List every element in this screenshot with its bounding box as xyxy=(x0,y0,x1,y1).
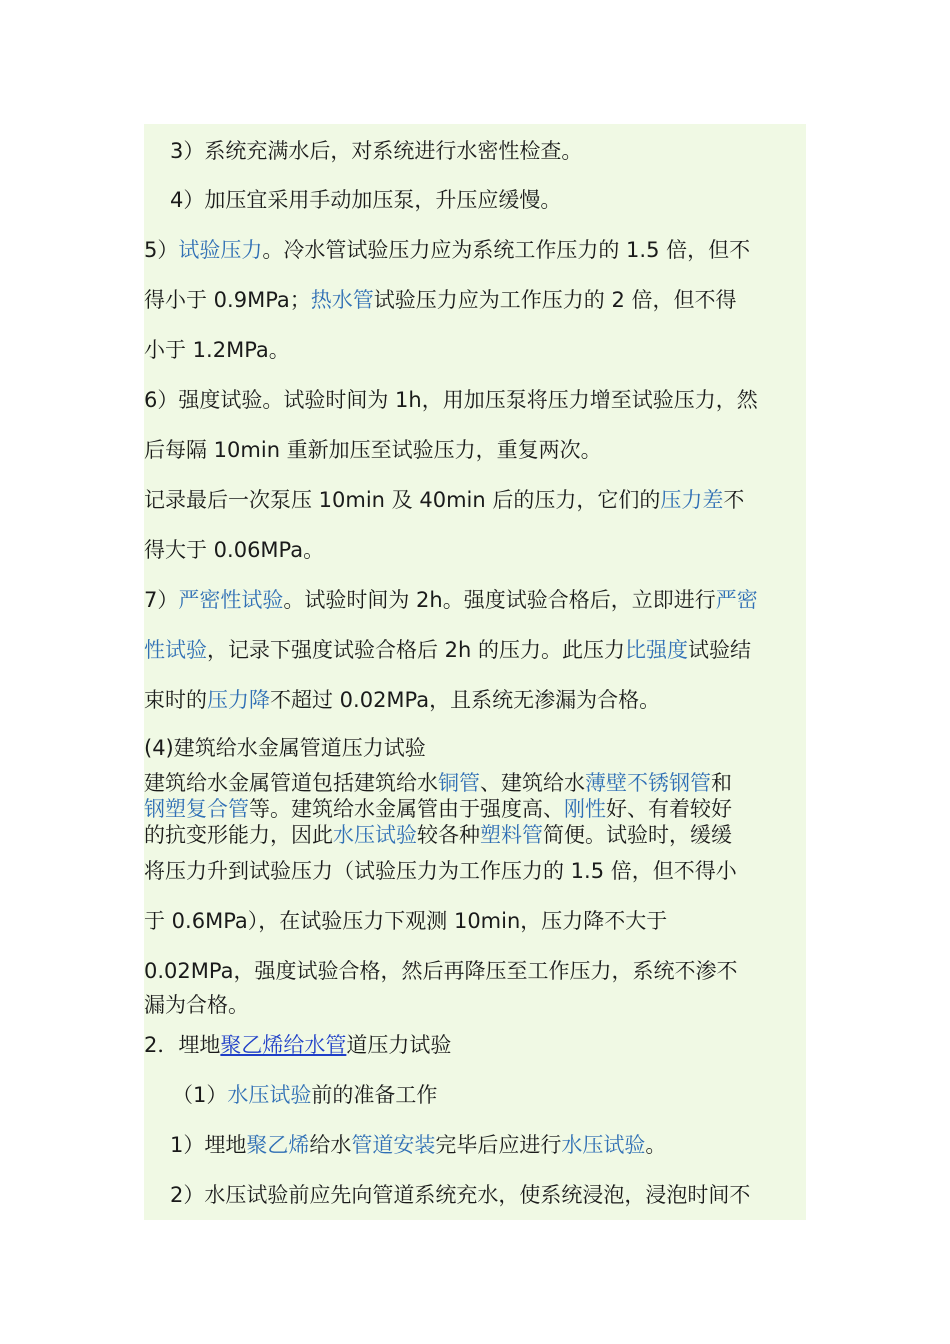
text: 和 xyxy=(711,771,732,795)
link-copper-pipe[interactable]: 铜管 xyxy=(438,771,480,795)
text: 。冷水管试验压力应为系统工作压力的 1.5 倍，但不 xyxy=(262,238,751,262)
text: 2．埋地 xyxy=(144,1033,221,1057)
text-line xyxy=(144,385,806,415)
sub-heading xyxy=(144,1080,834,1110)
text-line xyxy=(144,535,806,565)
text-line xyxy=(144,822,806,848)
text: 小于 1.2MPa。 xyxy=(144,338,290,362)
text-line xyxy=(144,435,806,465)
text: 2）水压试验前应先向管道系统充水，使系统浸泡，浸泡时间不 xyxy=(170,1183,751,1207)
text-line xyxy=(144,856,806,886)
text: 记录最后一次泵压 10min 及 40min 后的压力，它们的 xyxy=(144,488,661,512)
text-line xyxy=(144,485,806,515)
text: 3）系统充满水后，对系统进行水密性检查。 xyxy=(170,139,583,163)
text: 后每隔 10min 重新加压至试验压力，重复两次。 xyxy=(144,438,602,462)
text: 1）埋地 xyxy=(170,1133,247,1157)
text: 漏为合格。 xyxy=(144,993,249,1017)
text: 简便。试验时，缓缓 xyxy=(543,823,732,847)
text: (4)建筑给水金属管道压力试验 xyxy=(144,736,426,760)
text-line xyxy=(144,1130,832,1160)
text-line xyxy=(144,585,806,615)
text: 。试验时间为 2h。强度试验合格后，立即进行 xyxy=(283,588,716,612)
text: 前的准备工作 xyxy=(311,1083,438,1107)
text-line xyxy=(144,285,806,315)
text: 较各种 xyxy=(417,823,480,847)
link-polyethylene-water-pipe[interactable]: 聚乙烯给水管 xyxy=(220,1033,347,1057)
link-hydrostatic-test[interactable]: 水压试验 xyxy=(333,823,417,847)
text: 道压力试验 xyxy=(346,1033,452,1057)
text: 得大于 0.06MPa。 xyxy=(144,538,325,562)
section-heading xyxy=(144,1030,806,1060)
link-polyethylene[interactable]: 聚乙烯 xyxy=(246,1133,310,1157)
text-line xyxy=(144,906,806,936)
text: 试验压力应为工作压力的 2 倍，但不得 xyxy=(373,288,737,312)
content-panel xyxy=(144,124,806,1220)
text: 束时的 xyxy=(144,688,207,712)
link-tightness-test[interactable]: 严密性试验 xyxy=(178,588,284,612)
text: 4）加压宜采用手动加压泵，升压应缓慢。 xyxy=(170,188,562,212)
link-tightness-test-start[interactable]: 严密 xyxy=(715,588,758,612)
text: （1） xyxy=(172,1083,228,1107)
text-line xyxy=(144,992,806,1018)
text: 完毕后应进行 xyxy=(435,1133,562,1157)
text: ，记录下强度试验合格后 2h 的压力。此压力 xyxy=(207,638,626,662)
text: 。 xyxy=(645,1133,667,1157)
section-heading xyxy=(144,735,806,761)
text: 好、有着较好 xyxy=(606,797,732,821)
text: 建筑给水金属管道包括建筑给水 xyxy=(144,771,438,795)
text: 试验结 xyxy=(688,638,752,662)
link-tightness-test-end[interactable]: 性试验 xyxy=(144,638,207,662)
text-line xyxy=(144,956,806,986)
text-line xyxy=(144,185,832,215)
link-hydrostatic-test[interactable]: 水压试验 xyxy=(561,1133,646,1157)
text-line xyxy=(144,635,806,665)
text: 6）强度试验。试验时间为 1h，用加压泵将压力增至试验压力，然 xyxy=(144,388,758,412)
text: 等。建筑给水金属管由于强度高、 xyxy=(249,797,564,821)
text: 5） xyxy=(144,238,179,262)
text: 给水 xyxy=(309,1133,352,1157)
text: 、建筑给水 xyxy=(480,771,585,795)
link-plastic-pipe[interactable]: 塑料管 xyxy=(480,823,543,847)
link-hot-water-pipe[interactable]: 热水管 xyxy=(310,288,374,312)
link-pressure-drop[interactable]: 压力降 xyxy=(207,688,270,712)
text-line xyxy=(144,796,806,822)
text: 0.02MPa，强度试验合格，然后再降压至工作压力，系统不渗不 xyxy=(144,959,738,983)
link-hydrostatic-test[interactable]: 水压试验 xyxy=(227,1083,312,1107)
link-pressure-difference[interactable]: 压力差 xyxy=(660,488,724,512)
text: 得小于 0.9MPa； xyxy=(144,288,311,312)
text: 7） xyxy=(144,588,179,612)
link-thin-stainless-pipe[interactable]: 薄壁不锈钢管 xyxy=(585,771,711,795)
text: 的抗变形能力，因此 xyxy=(144,823,333,847)
text-line xyxy=(144,770,806,796)
text-line xyxy=(144,235,806,265)
text: 不 xyxy=(723,488,745,512)
text: 将压力升到试验压力（试验压力为工作压力的 1.5 倍，但不得小 xyxy=(144,859,737,883)
text-line xyxy=(144,136,832,166)
text-line xyxy=(144,335,806,365)
text-line xyxy=(144,1180,832,1210)
text: 于 0.6MPa），在试验压力下观测 10min，压力降不大于 xyxy=(144,909,668,933)
text-line xyxy=(144,685,806,715)
link-rigidity[interactable]: 刚性 xyxy=(564,797,606,821)
link-specific-strength[interactable]: 比强度 xyxy=(625,638,689,662)
link-steel-plastic-pipe[interactable]: 钢塑复合管 xyxy=(144,797,249,821)
text: 不超过 0.02MPa，且系统无渗漏为合格。 xyxy=(270,688,661,712)
link-test-pressure[interactable]: 试验压力 xyxy=(178,238,263,262)
link-pipe-installation[interactable]: 管道安装 xyxy=(351,1133,436,1157)
